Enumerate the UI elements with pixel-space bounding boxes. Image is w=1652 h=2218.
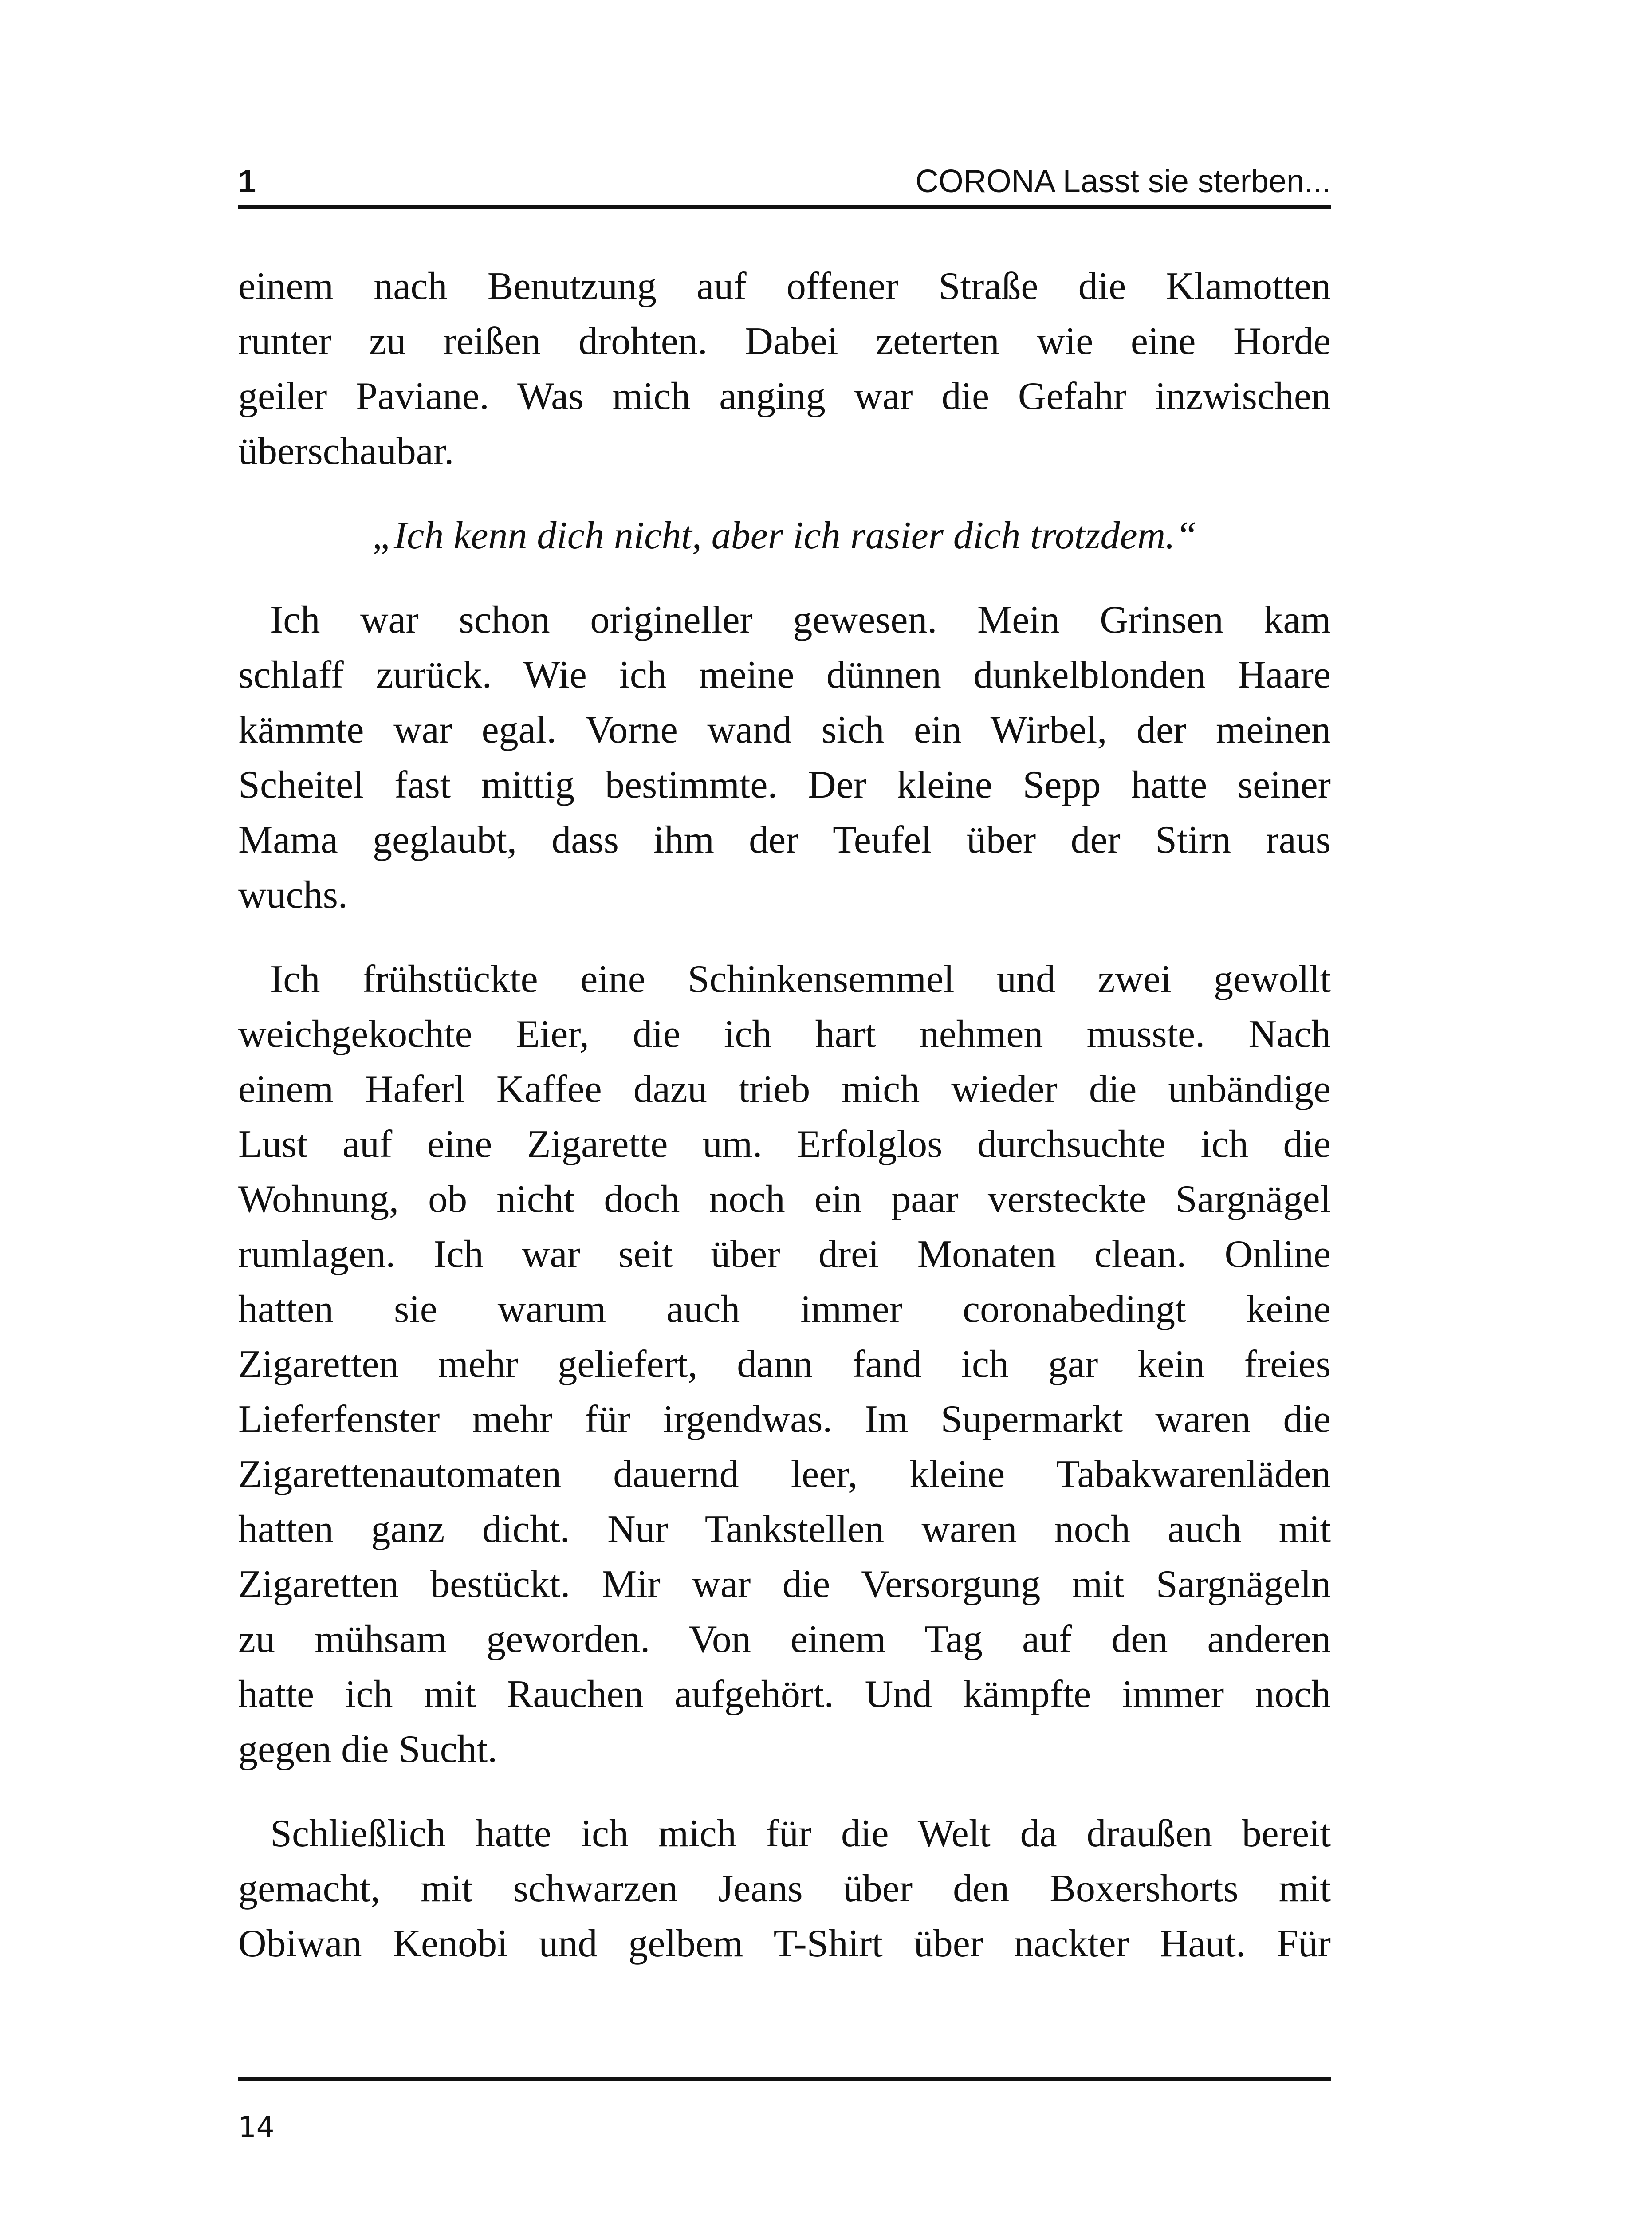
text-line: hatte ich mit Rauchen aufgehört. Und kämpfte immer noch xyxy=(238,1673,1331,1716)
text-line: überschaubar. xyxy=(238,430,454,473)
text-line: gegen die Sucht. xyxy=(238,1728,498,1771)
text-line: kämmte war egal. Vorne wand sich ein Wirbel, der meinen xyxy=(238,708,1331,751)
text-line: rumlagen. Ich war seit über drei Monaten clean. Online xyxy=(238,1233,1331,1276)
text-line: Ich frühstückte eine Schinkensemmel und zwei gewollt xyxy=(270,958,1331,1001)
text-line: gemacht, mit schwarzen Jeans über den Boxershorts mit xyxy=(238,1867,1331,1910)
paragraph xyxy=(238,952,1331,1777)
text-line: einem nach Benutzung auf offener Straße die Klamotten xyxy=(238,265,1331,308)
paragraph xyxy=(238,1806,1331,1971)
text-line: zu mühsam geworden. Von einem Tag auf den anderen xyxy=(238,1618,1331,1661)
page-number: 14 xyxy=(238,2111,275,2144)
quote-paragraph xyxy=(238,508,1331,563)
text-line: hatten ganz dicht. Nur Tankstellen waren noch auch mit xyxy=(238,1508,1331,1551)
text-line: Zigaretten bestückt. Mir war die Versorgung mit Sargnägeln xyxy=(238,1563,1331,1606)
text-line: schlaff zurück. Wie ich meine dünnen dunkelblonden Haare xyxy=(238,653,1331,696)
text-line: Mama geglaubt, dass ihm der Teufel über der Stirn raus xyxy=(238,818,1331,861)
text-line: Obiwan Kenobi und gelbem T-Shirt über nackter Haut. Für xyxy=(238,1922,1331,1965)
running-header xyxy=(238,151,1331,200)
text-line: weichgekochte Eier, die ich hart nehmen musste. Nach xyxy=(238,1013,1331,1056)
paragraph xyxy=(238,593,1331,923)
text-line: Schließlich hatte ich mich für die Welt da draußen bereit xyxy=(270,1812,1331,1855)
text-line: einem Haferl Kaffee dazu trieb mich wieder die unbändige xyxy=(238,1068,1331,1111)
text-line: Ich war schon origineller gewesen. Mein Grinsen kam xyxy=(270,598,1331,641)
chapter-number: 1 xyxy=(238,164,256,199)
text-line: Zigaretten mehr geliefert, dann fand ich gar kein freies xyxy=(238,1343,1331,1386)
paragraph xyxy=(238,259,1331,479)
text-line: Scheitel fast mittig bestimmte. Der kleine Sepp hatte seiner xyxy=(238,763,1331,806)
text-line: Wohnung, ob nicht doch noch ein paar versteckte Sargnägel xyxy=(238,1178,1331,1221)
text-line: wuchs. xyxy=(238,873,348,916)
text-line: runter zu reißen drohten. Dabei zeterten wie eine Horde xyxy=(238,320,1331,363)
page-body xyxy=(238,259,1331,1971)
text-line: Lust auf eine Zigarette um. Erfolglos durchsuchte ich die xyxy=(238,1123,1331,1166)
text-line: geiler Paviane. Was mich anging war die Gefahr inzwischen xyxy=(238,375,1331,418)
text-line: „Ich kenn dich nicht, aber ich rasier dich trotzdem.“ xyxy=(372,514,1197,557)
footer-divider xyxy=(238,2077,1331,2081)
text-line: hatten sie warum auch immer coronabedingt keine xyxy=(238,1288,1331,1331)
text-line: Lieferfenster mehr für irgendwas. Im Supermarkt waren die xyxy=(238,1398,1331,1441)
text-line: Zigarettenautomaten dauernd leer, kleine Tabakwarenläden xyxy=(238,1453,1331,1496)
book-title: CORONA Lasst sie sterben... xyxy=(915,164,1331,199)
header-divider xyxy=(238,205,1331,209)
